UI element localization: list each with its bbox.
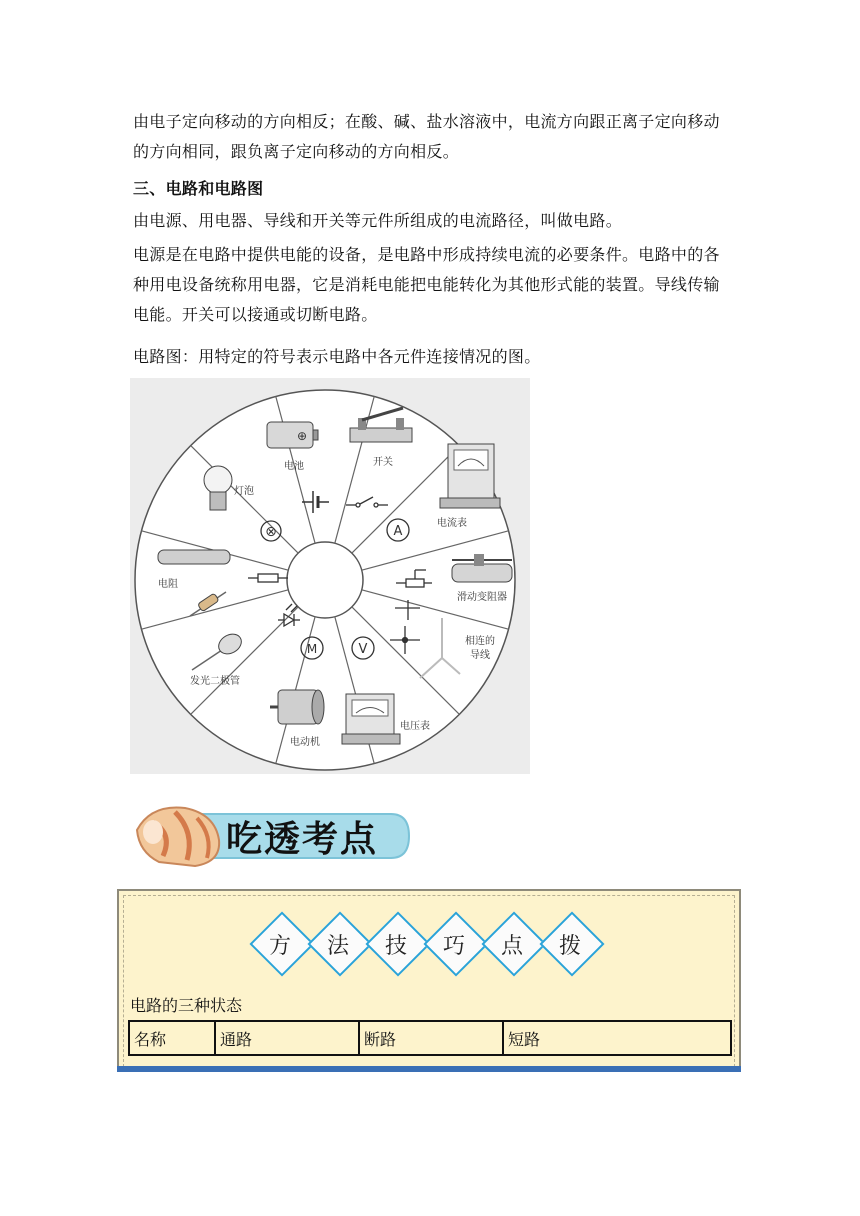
battery-picture <box>267 422 318 448</box>
voltmeter-label: 电压表 <box>400 721 430 732</box>
motor-symbol: M <box>306 642 318 656</box>
paragraph-circuit-diagram: 电路图：用特定的符号表示电路中各元件连接情况的图。 <box>133 347 541 366</box>
ammeter-symbol: A <box>393 524 403 539</box>
led-label: 发光二极管 <box>190 676 240 687</box>
wires-label-line1: 相连的 <box>465 636 495 647</box>
table-cell: 名称 <box>129 1021 215 1055</box>
ammeter-label: 电流表 <box>437 518 467 529</box>
banner-title: 吃透考点 <box>226 819 379 860</box>
table-cell: 断路 <box>359 1021 503 1055</box>
ammeter-picture <box>440 444 500 508</box>
battery-label: 电池 <box>284 461 304 472</box>
paragraph-circuit-definition: 由电源、用电器、导线和开关等元件所组成的电流路径，叫做电路。 <box>133 211 623 230</box>
circuit-symbols-wheel <box>130 378 530 774</box>
circuit-states-table <box>128 1020 732 1056</box>
paragraph-current-direction: 由电子定向移动的方向相反；在酸、碱、盐水溶液中，电流方向跟正离子定向移动的方向相同，跟负离子定向移动的方向相反。 <box>133 112 720 161</box>
seashell-icon <box>137 807 219 866</box>
motor-picture <box>270 690 324 724</box>
table-cell: 短路 <box>503 1021 731 1055</box>
switch-label: 开关 <box>373 457 393 468</box>
tip-char: 点 <box>500 934 523 959</box>
voltmeter-picture <box>342 694 400 744</box>
tip-char: 方 <box>268 934 291 959</box>
voltmeter-symbol: V <box>358 642 368 657</box>
wires-label-line2: 导线 <box>470 650 490 661</box>
circuit-states-title: 电路的三种状态 <box>130 996 243 1015</box>
bulb-label: 灯泡 <box>234 486 254 497</box>
tip-char: 技 <box>384 934 407 959</box>
tip-char: 法 <box>326 934 349 959</box>
section-heading: 三、电路和电路图 <box>133 179 264 198</box>
table-row <box>129 1021 731 1055</box>
bulb-symbol: ⊗ <box>265 524 277 540</box>
tip-char: 巧 <box>442 934 465 959</box>
rheostat-label: 滑动变阻器 <box>457 592 507 603</box>
table-cell: 通路 <box>215 1021 359 1055</box>
tip-char: 拨 <box>558 934 581 959</box>
resistor-label: 电阻 <box>158 579 178 590</box>
motor-label: 电动机 <box>290 737 320 748</box>
tips-box-bottom-bar <box>117 1066 741 1072</box>
paragraph-circuit-components: 电源是在电路中提供电能的设备，是电路中形成持续电流的必要条件。电路中的各种用电设备统称用电器，它是消耗电能把电能转化为其他形式能的装置。导线传输电能。开关可以接通或切断电路。 <box>133 245 720 324</box>
battery-plus-icon: ⊕ <box>296 429 308 443</box>
